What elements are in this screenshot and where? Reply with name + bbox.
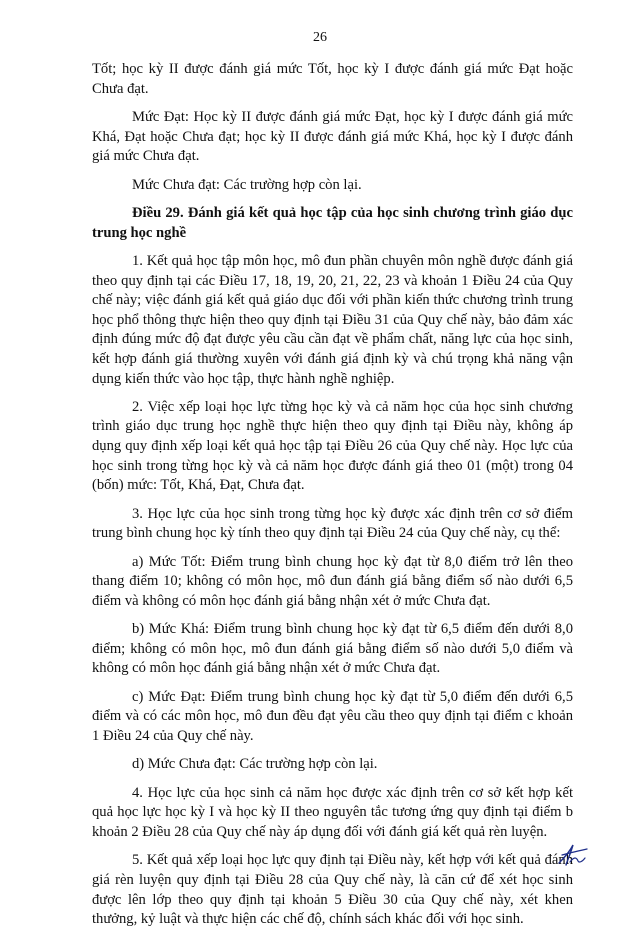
clause-5: 5. Kết quả xếp loại học lực quy định tại Điều này, kết hợp với kết quả đánh giá rèn luyện quy định tại Điều 28 của Quy chế này, là căn cứ để xét học sinh được lên lớp theo quy định tại khoản 5 Điều 30 của Quy chế này, xét khen thưởng, kỷ luật và thực hiện các chế độ, chính sách khác đối với học sinh. [92, 852, 573, 928]
paragraph-muc-dat: Mức Đạt: Học kỳ II được đánh giá mức Đạt, học kỳ I được đánh giá mức Khá, Đạt hoặc Chưa đạt; học kỳ II được đánh giá mức Khá, học kỳ I được đánh giá mức Chưa đạt. [92, 108, 573, 165]
clause-1: 1. Kết quả học tập môn học, mô đun phần chuyên môn nghề được đánh giá theo quy định tại các Điều 17, 18, 19, 20, 21, 22, 23 và khoản 1 Điều 24 của Quy chế này; việc đánh giá kết quả giáo dục đối với phần kiến thức chương trình trung học phổ thông thực hiện theo quy định tại Điều 31 của Quy chế này, bảo đảm xác định đúng mức độ đạt được yêu cầu cần đạt về phẩm chất, năng lực của học sinh, kết hợp đánh giá thường xuyên với đánh giá định kỳ và chú trọng khả năng vận dụng kiến thức vào học tập, thực hành nghề nghiệp. [92, 252, 573, 387]
page-number: 26 [313, 30, 327, 45]
document-body [92, 60, 573, 939]
point-a: a) Mức Tốt: Điểm trung bình chung học kỳ đạt từ 8,0 điểm trở lên theo thang điểm 10; không có môn học, mô đun đánh giá bằng điểm số nào dưới 6,5 điểm và không có môn học đánh giá bằng nhận xét ở mức Chưa đạt. [92, 553, 573, 609]
clause-4: 4. Học lực của học sinh cả năm học được xác định trên cơ sở kết hợp kết quả học lực học kỳ I và học kỳ II theo nguyên tắc tương ứng quy định tại điểm b khoản 2 Điều 28 của Quy chế này áp dụng đối với đánh giá kết quả rèn luyện. [92, 784, 573, 840]
article-heading: Điều 29. Đánh giá kết quả học tập của học sinh chương trình giáo dục trung học nghề [92, 204, 573, 241]
clause-3: 3. Học lực của học sinh trong từng học kỳ được xác định trên cơ sở điểm trung bình chung học kỳ tính theo quy định tại Điều 24 của Quy chế này, cụ thể: [92, 505, 573, 542]
paragraph-muc-chua-dat: Mức Chưa đạt: Các trường hợp còn lại. [132, 176, 362, 193]
signature-initials-icon [556, 842, 590, 868]
point-c: c) Mức Đạt: Điểm trung bình chung học kỳ đạt từ 5,0 điểm đến dưới 6,5 điểm và có các môn học, mô đun đều đạt yêu cầu theo quy định tại điểm c khoản 1 Điều 24 của Quy chế này. [92, 688, 573, 744]
point-b: b) Mức Khá: Điểm trung bình chung học kỳ đạt từ 6,5 điểm đến dưới 8,0 điểm; không có môn học, mô đun đánh giá bằng điểm số nào dưới 5,0 điểm và không có môn học đánh giá bằng nhận xét ở mức Chưa đạt. [92, 621, 573, 677]
point-d: d) Mức Chưa đạt: Các trường hợp còn lại. [132, 756, 378, 773]
paragraph-continuation: Tốt; học kỳ II được đánh giá mức Tốt, học kỳ I được đánh giá mức Đạt hoặc Chưa đạt. [92, 61, 573, 97]
clause-2: 2. Việc xếp loại học lực từng học kỳ và cả năm học của học sinh chương trình giáo dục trung học nghề thực hiện theo quy định tại Điều này, không áp dụng quy định xếp loại kết quả học tập tại Điều 26 của Quy chế này. Học lực của học sinh trong từng học kỳ và cả năm học được đánh giá theo 01 (một) trong 04 (bốn) mức: Tốt, Khá, Đạt, Chưa đạt. [92, 398, 573, 494]
